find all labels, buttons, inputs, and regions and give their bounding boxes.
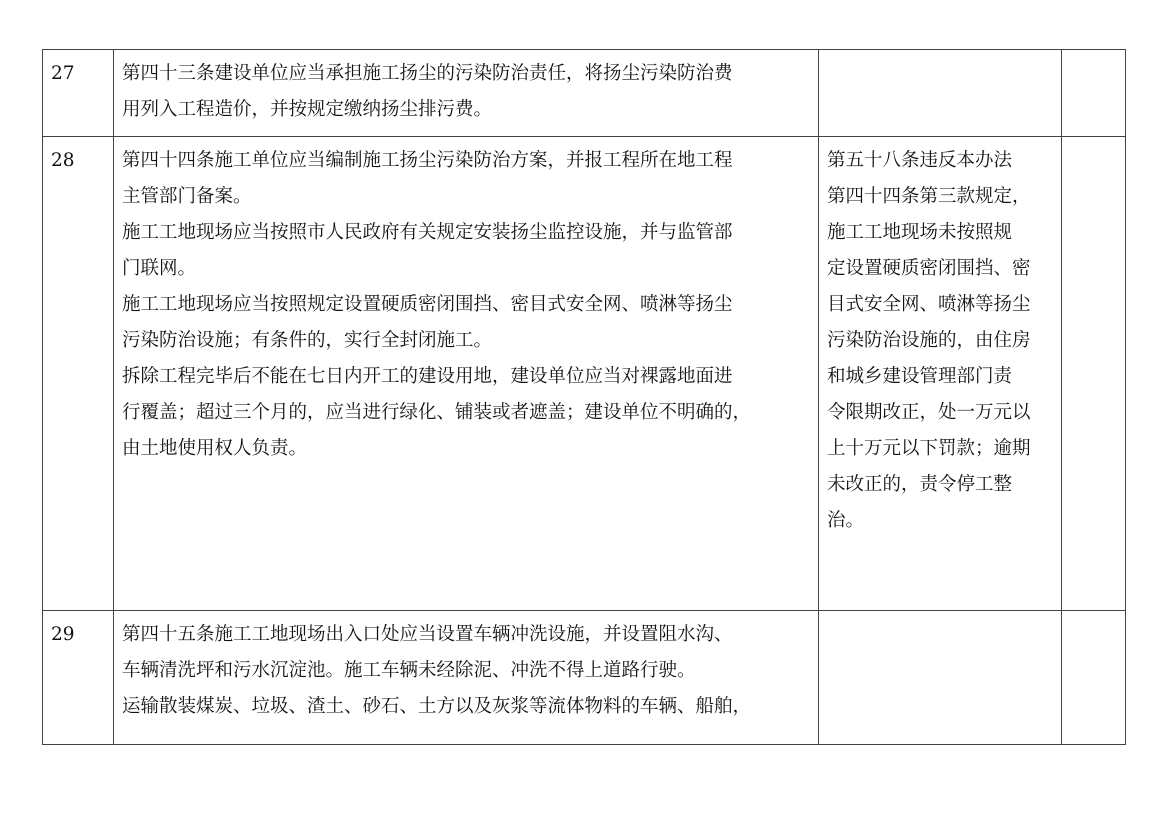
row-number: 28 — [51, 150, 75, 171]
penalty-cell — [819, 50, 1062, 137]
remark-cell — [1062, 611, 1126, 745]
provision-line: 污染防治设施；有条件的，实行全封闭施工。 — [122, 330, 493, 351]
provision-line: 门联网。 — [122, 258, 197, 279]
table-row — [43, 50, 1126, 137]
penalty-line: 第四十四条第三款规定， — [827, 186, 1031, 207]
provision-line: 第四十三条建设单位应当承担施工扬尘的污染防治责任，将扬尘污染防治费 — [122, 63, 733, 84]
penalty-cell — [819, 137, 1062, 611]
penalty-line: 未改正的，责令停工整 — [827, 474, 1013, 495]
provision-line: 运输散装煤炭、垃圾、渣土、砂石、土方以及灰浆等流体物料的车辆、船舶， — [122, 696, 752, 717]
penalty-cell — [819, 611, 1062, 745]
penalty-line: 目式安全网、喷淋等扬尘 — [827, 294, 1031, 315]
remark-cell — [1062, 137, 1126, 611]
provision-line: 主管部门备案。 — [122, 186, 252, 207]
provision-line: 第四十五条施工工地现场出入口处应当设置车辆冲洗设施，并设置阻水沟、 — [122, 624, 733, 645]
provision-line: 由土地使用权人负责。 — [122, 438, 308, 459]
penalty-line: 第五十八条违反本办法 — [827, 150, 1013, 171]
provision-line: 拆除工程完毕后不能在七日内开工的建设用地，建设单位应当对裸露地面进 — [122, 366, 733, 387]
penalty-line: 治。 — [827, 510, 865, 531]
row-number-cell — [43, 611, 114, 745]
penalty-line: 和城乡建设管理部门责 — [827, 366, 1013, 387]
provision-cell — [114, 611, 819, 745]
remark-cell — [1062, 50, 1126, 137]
provision-line: 行覆盖；超过三个月的，应当进行绿化、铺装或者遮盖；建设单位不明确的， — [122, 402, 752, 423]
row-number-cell — [43, 137, 114, 611]
provision-line: 用列入工程造价，并按规定缴纳扬尘排污费。 — [122, 99, 493, 120]
table-row — [43, 611, 1126, 745]
penalty-line: 令限期改正，处一万元以 — [827, 402, 1031, 423]
provision-line: 施工工地现场应当按照规定设置硬质密闭围挡、密目式安全网、喷淋等扬尘 — [122, 294, 733, 315]
penalty-line: 上十万元以下罚款；逾期 — [827, 438, 1031, 459]
regulation-table — [42, 49, 1126, 745]
penalty-line: 定设置硬质密闭围挡、密 — [827, 258, 1031, 279]
row-number: 29 — [51, 624, 75, 645]
penalty-line: 污染防治设施的，由住房 — [827, 330, 1031, 351]
table-row — [43, 137, 1126, 611]
penalty-line: 施工工地现场未按照规 — [827, 222, 1013, 243]
provision-line: 车辆清洗坪和污水沉淀池。施工车辆未经除泥、冲洗不得上道路行驶。 — [122, 660, 696, 681]
provision-line: 第四十四条施工单位应当编制施工扬尘污染防治方案，并报工程所在地工程 — [122, 150, 733, 171]
row-number: 27 — [51, 63, 75, 84]
provision-cell — [114, 137, 819, 611]
provision-line: 施工工地现场应当按照市人民政府有关规定安装扬尘监控设施，并与监管部 — [122, 222, 733, 243]
provision-cell — [114, 50, 819, 137]
row-number-cell — [43, 50, 114, 137]
